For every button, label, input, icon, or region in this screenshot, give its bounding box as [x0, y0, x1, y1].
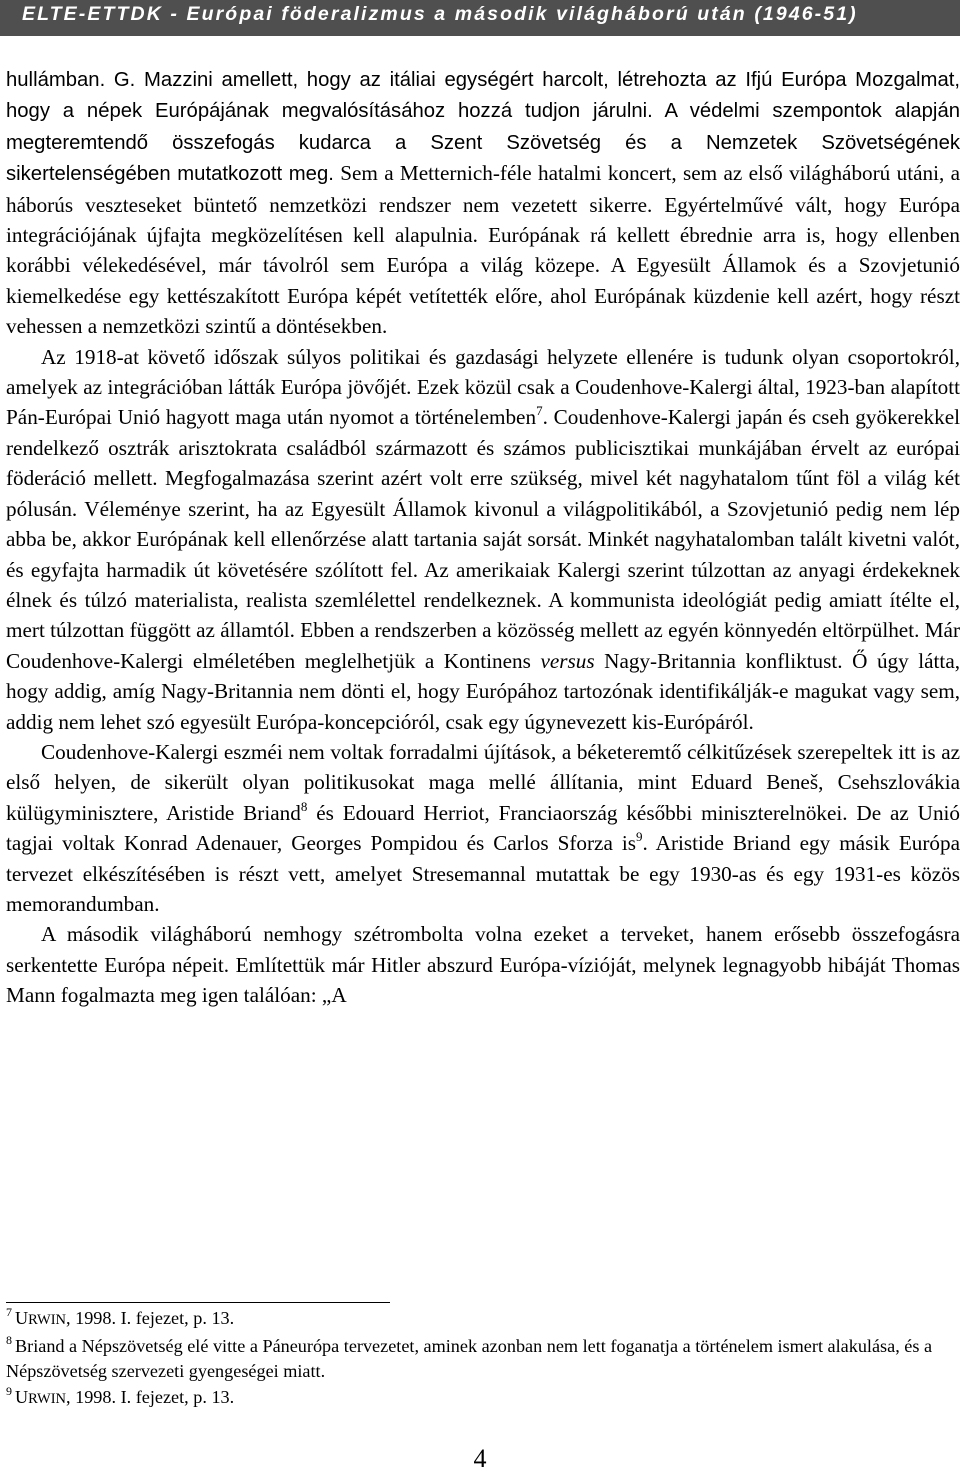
paragraph-2-text-b: . Coudenhove-Kalergi japán és cseh gyökerekkel rendelkező osztrák arisztokrata családból származott és számos publicisztikai munkájában érvelt az európai föderáció mellett. Megfogalmazása szerint azért volt erre szükség, mivel két nagyhatalom tűnt föl a világ két pólusán. Véleménye szerint, ha az Egyesült Államok kivonul a világpolitikából, a Szovjetunió pedig nem lép abba be, akkor Európának kell ellenőrzése alatt tartania saját sorsát. Minkét nagyhatalomban talált kivetni valót, és egyfajta harmadik út követésére szólított fel. Az amerikaiak Kalergi szerint túlzottan az anyagi érdekeknek élnek és túlzó materialista, realista szemlélettel rendelkeznek. A kommunista ideológiát pedig amiatt ítélte el, mert túlzottan függött az államtól. Ebben a rendszerben a közösség mellett az egyén könnyedén eltörpülhet. Már Coudenhove-Kalergi elméletében meglelhetjük a Kontinens: [6, 405, 960, 673]
paragraph-4: [6, 919, 960, 1010]
paragraph-2-text-c: Nagy-Britannia konfliktust. Ő úgy látta, hogy addig, amíg Nagy-Britannia nem dönti el, hogy Európához tartozónak identifikálják-e magukat vagy sem, addig nem lehet szó egyesült Európa-koncepcióról, csak egy úgynevezett kis-Európáról.: [6, 648, 960, 734]
footnote-8: [6, 1334, 960, 1385]
paragraph-4-text: A második világháború nemhogy szétrombolta volna ezeket a terveket, hanem erősebb összefogásra serkentette Európa népeit. Említettük már Hitler abszurd Európa-vízióját, melynek legnagyobb hibáját Thomas Mann fogalmazta meg igen találóan: „A: [6, 922, 960, 1008]
footnote-9-citation: , 1998. I. fejezet, p. 13.: [66, 1386, 235, 1407]
footnote-7-citation: , 1998. I. fejezet, p. 13.: [66, 1308, 235, 1328]
paragraph-3-text-a: Coudenhove-Kalergi eszméi nem voltak forradalmi újítások, a béketeremtő célkitűzések szerepeltek itt is az első helyen, de sikerült olyan politikusokat maga mellé állítania, mint Eduard Beneš, Csehszlovákia külügyminisztere, Aristide Briand: [6, 739, 960, 825]
footnote-8-text: Briand a Népszövetség elé vitte a Páneurópa tervezetet, aminek azonban nem lett foganatja a történelem ismert alakulása, és a Népszövetség szervezeti gyengeségei miatt.: [6, 1335, 933, 1382]
footnote-9-author-initial: U: [15, 1386, 29, 1407]
footnote-ref-9[interactable]: 9: [636, 829, 643, 845]
paragraph-2-text-a: Az 1918-at követő időszak súlyos politikai és gazdasági helyzete ellenére is tudunk olyan csoportokról, amelyek az integrációban látták Európa jövőjét. Ezek közül csak a Coudenhove-Kalergi által, 1923-ban alapított Pán-Európai Unió hagyott maga után nyomot a történelemben: [6, 344, 960, 430]
paragraph-1: [6, 64, 960, 342]
footnote-9-author-rest: RWIN: [28, 1390, 66, 1407]
footnote-7-number: 7: [6, 1305, 12, 1319]
page-number: 4: [473, 1444, 487, 1473]
paragraph-3: [6, 737, 960, 919]
paragraph-1-serif-run: Sem a Metternich-féle hatalmi koncert, sem az első világháború utáni, a háborús veszteseket büntető nemzetközi rendszer nem vezetett sikerre. Egyértelművé vált, hogy Európa integrációjának újfajta megközelítésen kell alapulnia. Európának rá kellett ébrednie arra is, hogy ellenben korábbi vélekedésével, már távolról sem Európa a világ közepe. A Egyesült Államok és a Szovjetunió kiemelkedése egy kettészakított Európa képét vetítették előre, ahol Európának küzdenie kell azért, hogy részt vehessen a nemzetközi szintű a döntésekben.: [6, 161, 960, 339]
footnote-separator: [6, 1302, 390, 1303]
footnote-7: [6, 1306, 960, 1334]
footnote-ref-8[interactable]: 8: [300, 798, 308, 814]
footnote-9-number: 9: [6, 1383, 12, 1398]
footnote-7-author-rest: RWIN: [28, 1312, 66, 1328]
footnote-8-number: 8: [6, 1332, 12, 1347]
running-header-title: ELTE-ETTDK - Európai föderalizmus a második világháború után (1946-51): [22, 3, 858, 25]
paragraph-3-text-b: és Edouard Herriot, Franciaország későbbi miniszterelnökei. De az Unió tagjai voltak Konrad Adenauer, Georges Pompidou és Carlos Sforza is: [6, 800, 960, 856]
footnote-7-author-initial: U: [15, 1308, 29, 1328]
paragraph-1-sans-run: hullámban. G. Mazzini amellett, hogy az itáliai egységért harcolt, létrehozta az Ifjú Európa Mozgalmat, hogy a népek Európájának megvalósításához hozzá tudjon járulni. A védelmi szempontok alapján megteremtendő összefogás kudarca a Szent Szövetség és a Nemzetek Szövetségének sikertelenségében mutatkozott meg.: [6, 69, 960, 186]
document-body: [6, 64, 960, 1011]
running-header: [0, 0, 960, 36]
paragraph-2: [6, 342, 960, 737]
italic-versus: versus: [540, 648, 595, 673]
footnotes: [6, 1306, 960, 1412]
footnote-ref-7[interactable]: 7: [536, 403, 543, 419]
paragraph-3-text-c: . Aristide Briand egy másik Európa tervezet elkészítésében is részt vett, amelyet Stresemannal mutattak be egy 1930-as és egy 1931-es közös memorandumban.: [6, 831, 960, 916]
footnote-9: [6, 1385, 960, 1413]
